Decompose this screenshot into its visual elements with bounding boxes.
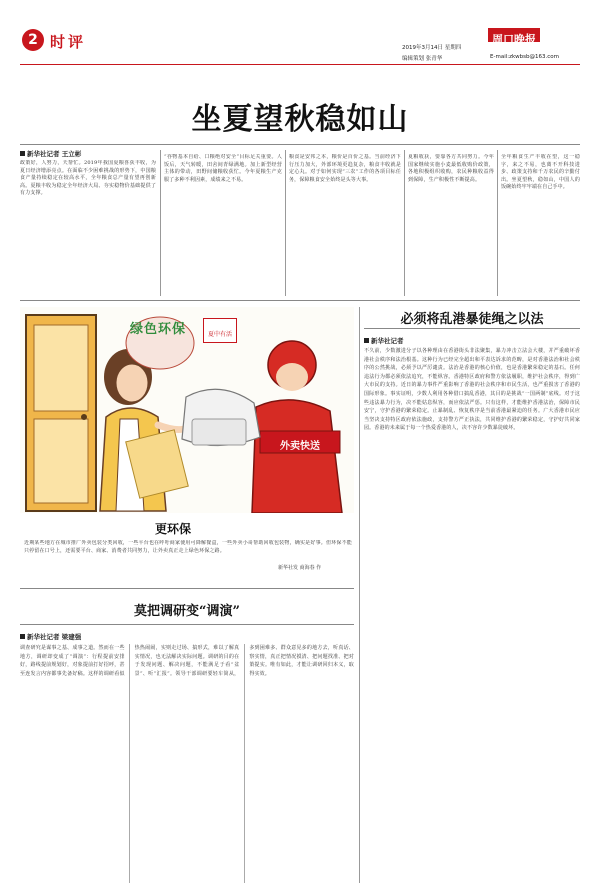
email-line: E-mail:zkwbsb@163.com	[490, 54, 560, 60]
column-rule	[285, 150, 286, 296]
lead-column-5: 全年粮食生产丰收在望，这一稳字，来之不易，也离不开科技进步、政策支持和千万农民的辛勤付出。坐夏望秋，稳如山，中国人的饭碗始终牢牢端在自己手中。	[501, 154, 580, 191]
delivery-label-text: 外卖快送	[280, 441, 320, 452]
right-headline-rule	[364, 328, 580, 329]
section-title: 时评	[50, 33, 87, 51]
lead-byline-text: 新华社记者 王立彬	[27, 150, 82, 158]
section-divider	[20, 300, 580, 301]
column-rule	[497, 150, 498, 296]
bottom-headline-rule	[20, 624, 354, 625]
door-knob-icon	[81, 414, 87, 420]
cartoon-credit: 新华社发 商海春 作	[278, 565, 322, 571]
cartoon-illustration	[20, 307, 354, 513]
lead-column-4: 夏粮收获，要靠各方共同努力。今年国家继续实施小麦最低收购价政策，各地积极组织收购，农民种粮收益得到保障，生产积极性不断提高。	[408, 154, 494, 183]
editor-line: 编辑策划 张青华	[402, 56, 443, 62]
cartoon-title: 更环保	[155, 522, 192, 536]
issue-date: 2019年3月14日 星期四	[402, 45, 462, 51]
lead-column-3: 粮食是安邦之本，粮价是百价之基。当前经济下行压力加大，外部环境更趋复杂，粮食丰收就是定心丸。对于如何实现“三农”工作的各项目标任务，保障粮食安全始终是头等大事。	[289, 154, 401, 183]
page-number: 2	[28, 32, 38, 48]
page-number-badge	[22, 29, 44, 51]
column-rule	[160, 150, 161, 296]
right-headline: 必须将乱港暴徒绳之以法	[400, 312, 544, 327]
byline-marker-icon	[20, 151, 25, 156]
cartoon-stamp	[203, 318, 237, 343]
green-sign-text: 绿色环保	[130, 322, 187, 337]
lead-headline: 坐夏望秋稳如山	[191, 102, 409, 137]
lead-column-1: 政策好，人努力，天帮忙。2019年我国夏粮喜获丰收，为夏日经济增添亮点。在面临不少困难挑战的形势下，中国粮食产量持续稳定在较高水平，全年粮食总产量有望再创新高。夏粮丰收为稳定全年经济大局、夯实稳物价基础提供了有力支撑。	[20, 160, 156, 197]
masthead-divider	[20, 64, 580, 65]
right-byline	[364, 336, 404, 345]
bottom-byline	[20, 632, 81, 641]
column-rule	[404, 150, 405, 296]
cartoon-stamp-text: 夏中有活	[208, 331, 233, 338]
paper-name: 周口晚报	[492, 33, 536, 46]
bottom-body: 调查研究是谋事之基、成事之道。然而在一些地方，调研却变成了“调演”：行程提前安排好，路线提前规划好，对象提前打好招呼，甚至连发言内容都事先备好稿。这样的调研看似热热闹闹，实则走过场、搞形式，难以了解真实情况，也无法解决实际问题。调研的目的在于发现问题、解决问题，不能满足于看“盆景”、听“汇报”。领导干部调研要轻车简从，多到困难多、群众意见多的地方去，听真话、察实情，真正把情况摸清、把问题找准、把对策提实。唯有如此，才能让调研回归本义，取得实效。	[20, 645, 354, 677]
column-rule	[359, 307, 360, 883]
paper-logo	[488, 28, 540, 46]
lead-byline	[20, 149, 81, 158]
byline-marker-icon	[20, 634, 25, 639]
woman-face-icon	[116, 364, 148, 402]
headline-underline	[20, 144, 580, 145]
bottom-headline: 莫把调研变“调演”	[134, 604, 240, 619]
right-body: 不久前，少数激进分子以各种理由在香港街头非法聚集，暴力冲击立法会大楼，并严重破坏香港社会秩序和法治根基。这种行为已经完全超出和平表达诉求的范畴，是对香港法治和社会秩序的公然挑战，必须予以严厉谴责。法治是香港的核心价值，也是香港繁荣稳定的基石。任何违法行为都必须依法追究，不能纵容。香港特区政府和警方依法履职，维护社会秩序，得到广大市民的支持。近日的暴力事件严重影响了香港的社会秩序和市民生活，也严重损害了香港的国际形象。事实证明，少数人利用各种借口搞乱香港，其目的是挑战“一国两制”底线。对于这些违法暴力行为，决不能姑息纵容，而应依法严惩。只有这样，才能维护香港法治，保障市民安宁，守护香港的繁荣稳定。止暴制乱、恢复秩序是当前香港最紧迫的任务。广大香港市民应当坚决支持特区政府依法施政，支持警方严正执法，共同维护香港的繁荣稳定，守护好共同家园。香港的未来属于每一个热爱香港的人，决不容许少数暴徒破坏。	[364, 348, 580, 432]
cartoon-drawing	[20, 307, 354, 513]
right-byline-text: 新华社记者	[371, 337, 404, 345]
section-divider	[20, 588, 354, 589]
byline-marker-icon	[364, 338, 369, 343]
cartoon-caption: 近期某些地方在城市推广外卖包装分类回收，一些平台也在呼吁商家使用可降解餐盒，一些外卖小哥帮助回收包装物，确实是好事。但环保不能只停留在口号上，还需要平台、商家、消费者共同努力，让外卖真正走上绿色环保之路。	[24, 540, 352, 554]
courier-body-icon	[252, 400, 342, 513]
green-sign	[130, 322, 186, 337]
food-container-icon	[192, 419, 246, 445]
lead-column-2: “谷物基本自给、口粮绝对安全”目标足关重要。人饭后，天气转暖，田舍间青绿满地。加上新型经营主体的带动，田野间储粮收获忙。今年夏粮生产克服了多种不利因素，成绩来之不易。	[164, 154, 282, 183]
delivery-label	[262, 434, 338, 453]
bottom-byline-text: 新华社记者 梁建强	[27, 633, 82, 641]
